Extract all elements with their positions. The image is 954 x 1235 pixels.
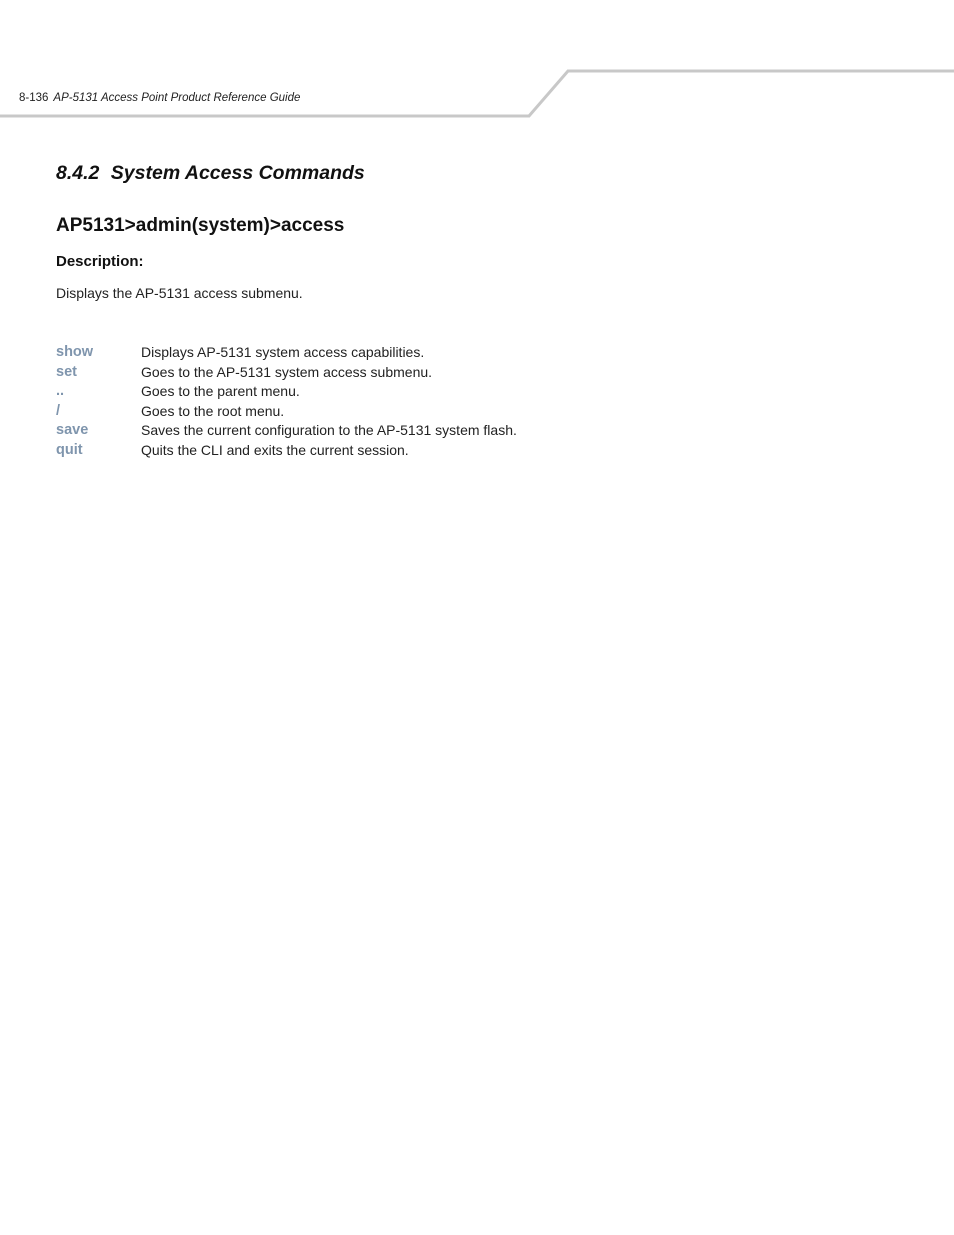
command-list — [56, 343, 517, 461]
description-text: Displays the AP-5131 access submenu. — [56, 285, 303, 301]
section-number: 8.4.2 — [56, 162, 100, 184]
command-description: Goes to the AP-5131 system access submenu. — [141, 363, 433, 380]
command-name: set — [56, 363, 77, 380]
command-name: show — [56, 344, 94, 360]
section-title: System Access Commands — [110, 162, 365, 184]
description-label: Description: — [56, 253, 144, 270]
command-row-show — [56, 343, 517, 363]
page-number: 8-136 — [19, 92, 49, 104]
command-row-set — [56, 363, 517, 383]
command-row-root — [56, 402, 517, 422]
command-description: Goes to the parent menu. — [141, 383, 300, 400]
command-name: quit — [56, 441, 83, 458]
command-name: save — [56, 422, 89, 439]
header-rule — [0, 0, 954, 130]
guide-title: AP-5131 Access Point Product Reference Guide — [53, 92, 301, 104]
page-header — [19, 92, 300, 104]
command-row-quit — [56, 441, 517, 461]
command-row-save — [56, 421, 517, 441]
command-description: Quits the CLI and exits the current session. — [141, 441, 409, 458]
command-description: Goes to the root menu. — [141, 402, 285, 419]
section-heading — [56, 162, 365, 185]
command-description: Saves the current configuration to the AP-5131 system flash. — [141, 422, 517, 439]
command-path-heading: AP5131>admin(system)>access — [56, 215, 345, 236]
command-name: .. — [56, 383, 65, 400]
command-name: / — [56, 402, 61, 419]
command-description: Displays AP-5131 system access capabilities. — [141, 344, 425, 360]
command-row-parent — [56, 382, 517, 402]
